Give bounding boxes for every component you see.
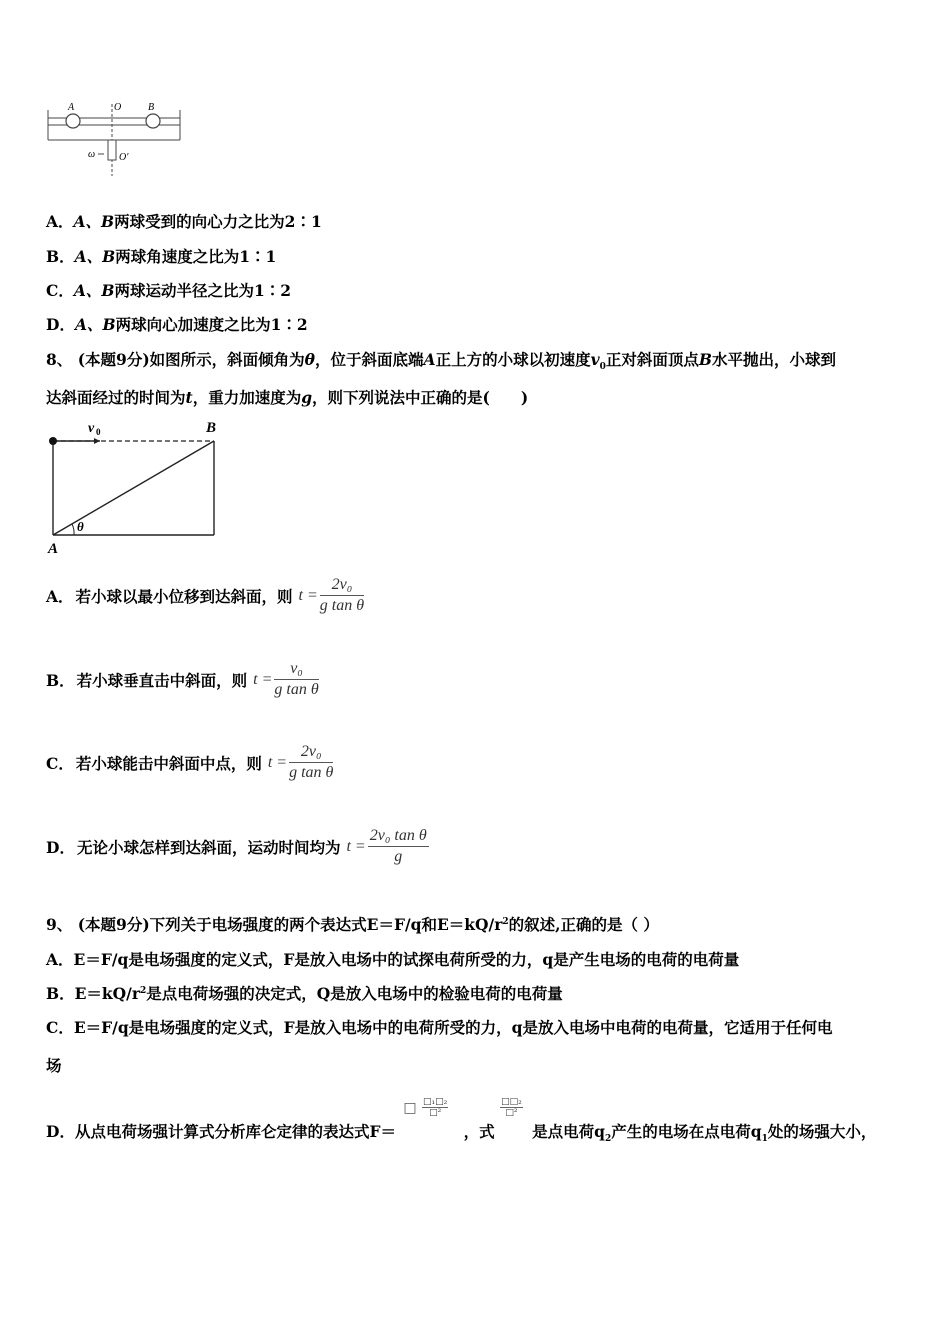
option-text: ，式 [463,1122,495,1141]
option-subject: A、B [74,247,116,266]
v0-symbol: v [590,350,600,369]
q9-option-a[interactable] [46,948,739,970]
formula-denominator: g tan θ [274,681,319,698]
formula-numerator: 2v₀ tan θ [368,827,429,847]
t-symbol: t [185,388,193,407]
formula-lhs: t = [253,670,273,688]
option-text: 若小球垂直击中斜面，则 [76,670,248,690]
label-o-prime: O′ [119,152,129,163]
formula-numerator: □□₂ [501,1097,522,1107]
option-text: 处的场强大小， [767,1122,877,1141]
stem-text: ，位于斜面底端 [315,350,424,369]
option-text: E＝F/q是电场强度的定义式，F是放入电场中的试探电荷所受的力，q是产生电场的电荷的电荷量 [73,950,740,969]
q8-option-b[interactable] [46,660,319,699]
formula-denominator: □² [429,1108,442,1118]
stem-text: 正对斜面顶点 [605,350,699,369]
option-text: 场 [46,1056,62,1075]
stem-text: ，则下列说法中正确的是( ) [312,388,529,407]
q8-stem-line2 [46,386,528,408]
formula-denominator: g tan θ [289,764,334,781]
rotating-rod-figure [44,98,194,178]
option-letter: D． [46,315,75,334]
formula-denominator: g tan θ [319,597,365,614]
v0-subscript: 0 [599,362,606,373]
label-o: O [114,102,122,113]
label-omega: ω [88,149,96,160]
q9-option-d[interactable] [46,1097,876,1144]
g-symbol: g [301,388,313,407]
subscript: 2 [604,1134,612,1145]
q8-option-a[interactable] [46,576,364,615]
formula-numerator: 2v₀ [289,743,333,763]
option-text: 产生的电场在点电荷 [611,1122,751,1141]
option-text: 两球受到的向心力之比为2∶1 [114,212,322,231]
option-letter: A． [46,212,74,231]
option-text: E＝F/q是电场强度的定义式，F是放入电场中的电荷所受的力，q是放入电场中电荷的电荷量，它适用于任何电 [73,1018,833,1037]
q7-option-c[interactable] [46,279,291,301]
q9-stem [46,913,659,935]
option-text: 两球角速度之比为1∶1 [115,247,277,266]
option-text: E＝kQ/r [74,984,140,1003]
question-score: (本题9分) [77,350,150,369]
option-subject: A、B [73,212,115,231]
q8-option-c[interactable] [46,743,333,782]
formula-denominator: g [394,848,403,865]
option-letter: B． [46,247,75,266]
point-b: B [698,350,712,369]
option-letter: A． [46,950,74,969]
question-number: 8、 [46,350,73,369]
label-b: B [206,420,217,436]
option-letter: B． [46,984,75,1003]
label-b: B [148,102,155,113]
label-a: A [68,102,75,113]
option-letter: B． [46,670,75,690]
option-text: 两球向心加速度之比为1∶2 [115,315,308,334]
option-text: 无论小球怎样到达斜面，运动时间均为 [76,837,341,857]
superscript: 2 [140,985,147,996]
q9-option-b[interactable] [46,982,563,1004]
formula-lhs: t = [267,753,288,771]
q7-option-b[interactable] [46,245,276,267]
stem-text: 正上方的小球以初速度 [435,350,591,369]
q8-stem-line1 [46,348,836,372]
superscript: 2 [502,916,509,927]
option-letter: C． [46,281,74,300]
q7-option-d[interactable] [46,313,308,335]
theta-symbol: θ [304,350,316,369]
point-a: A [423,350,436,369]
option-text: 是点电荷 [532,1122,595,1141]
option-letter: D． [46,1122,75,1141]
q8-option-d[interactable] [46,827,429,866]
q2-symbol: q [594,1122,605,1141]
formula-numerator: □₁□₂ [423,1097,448,1107]
formula-lhs: t = [346,837,366,855]
label-v0-sub: 0 [96,427,101,437]
incline-figure [44,414,234,560]
option-text: 若小球以最小位移到达斜面，则 [75,586,293,606]
formula-lhs: t = [298,586,318,604]
stem-text: 达斜面经过的时间为 [46,388,186,407]
formula-denominator: □² [505,1108,518,1118]
formula-numerator: 2v₀ [320,576,364,596]
formula-numerator: v₀ [274,660,318,680]
option-text: 是点电荷场强的决定式，Q是放入电场中的检验电荷的电荷量 [146,984,563,1003]
subscript: 1 [761,1134,768,1145]
stem-text: 水平抛出，小球到 [711,350,836,369]
option-letter: D． [46,837,75,857]
option-text: 从点电荷场强计算式分析库仑定律的表达式F＝ [74,1122,396,1141]
stem-text: ，重力加速度为 [192,388,302,407]
option-text: 若小球能击中斜面中点，则 [75,753,262,773]
stem-text: 的叙述,正确的是（ ） [508,915,659,934]
q1-symbol: q [750,1122,762,1141]
option-subject: A、B [74,315,116,334]
q9-option-c[interactable] [46,1016,833,1038]
q9-option-c-continued [46,1054,62,1076]
option-subject: A、B [73,281,115,300]
label-a: A [48,541,59,557]
q7-option-a[interactable] [46,210,322,232]
option-text: 两球运动半径之比为1∶2 [114,281,292,300]
option-letter: A． [46,586,74,606]
option-letter: C． [46,753,74,773]
placeholder-glyph: □ [403,1100,417,1116]
stem-text: (本题9分)下列关于电场强度的两个表达式E＝F/q和E＝kQ/r [77,915,503,934]
option-letter: C． [46,1018,74,1037]
label-theta: θ [77,519,84,534]
label-v0: v [88,421,95,436]
question-number: 9、 [46,915,73,934]
stem-text: 如图所示，斜面倾角为 [149,350,305,369]
